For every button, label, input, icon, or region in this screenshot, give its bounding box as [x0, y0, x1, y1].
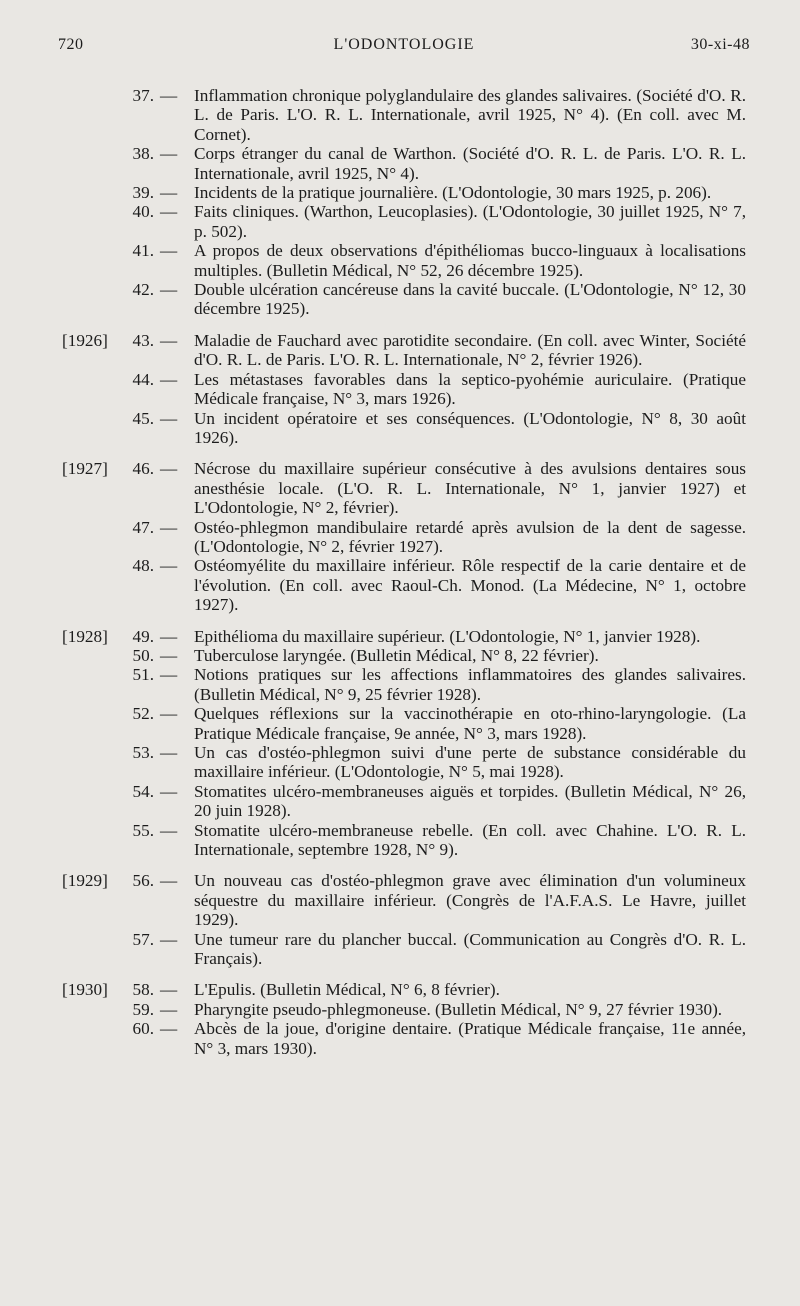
- entry-dash: —: [160, 743, 178, 762]
- entry-number: 37.: [132, 86, 154, 105]
- bibliography-entry: [0, 980, 800, 999]
- entry-text: Abcès de la joue, d'origine dentaire. (Pratique Médicale française, 11e année, N° 3, mars 1930).: [194, 1019, 746, 1058]
- entry-dash: —: [160, 144, 178, 164]
- entry-number: 53.: [132, 743, 154, 762]
- entry-text: Maladie de Fauchard avec parotidite secondaire. (En coll. avec Winter, Société d'O. R. L. de Paris. L'O. R. L. Internationale, N° 2, février 1926).: [194, 330, 746, 370]
- entry-dash: —: [160, 517, 178, 537]
- entry-dash: —: [160, 280, 178, 300]
- entry-number: 55.: [132, 820, 154, 840]
- entry-dash: —: [160, 645, 178, 665]
- entry-number: 56.: [132, 871, 154, 891]
- entry-number: 58.: [132, 980, 154, 1000]
- bibliography-entry: [0, 782, 800, 821]
- entry-text: Stomatite ulcéro-membraneuse rebelle. (En coll. avec Chahine. L'O. R. L. Internationale, septembre 1928, N° 9).: [194, 820, 746, 860]
- entry-dash: —: [160, 871, 178, 891]
- entry-text: Pharyngite pseudo-phlegmoneuse. (Bulletin Médical, N° 9, 27 février 1930).: [194, 999, 723, 1019]
- entry-number: 59.: [132, 999, 154, 1019]
- bibliography-entry: [0, 646, 800, 665]
- bibliography-entry: [0, 665, 800, 704]
- bibliography-entry: [0, 1000, 800, 1019]
- bibliography-entry: [0, 280, 800, 319]
- bibliography-entry: [0, 459, 800, 517]
- bibliography-entry: [0, 183, 800, 202]
- bibliography-entry: [0, 821, 800, 860]
- entry-text: A propos de deux observations d'épithéliomas bucco-linguaux à localisations multiples. (Bulletin Médical, N° 52, 26 décembre 1925).: [194, 241, 746, 280]
- entry-number: 42.: [132, 280, 154, 300]
- entry-number: 38.: [132, 144, 154, 164]
- bibliography-entry: [0, 518, 800, 557]
- entry-dash: —: [160, 704, 178, 724]
- bibliography-entry: [0, 144, 800, 183]
- entry-text: Un cas d'ostéo-phlegmon suivi d'une perte de substance considérable du maxillaire inférieur. (L'Odontologie, N° 5, mai 1928).: [194, 743, 746, 782]
- entry-dash: —: [160, 999, 178, 1019]
- running-header: [58, 36, 750, 60]
- entry-dash: —: [160, 929, 178, 949]
- entry-dash: —: [160, 459, 178, 479]
- entry-year: [1929]: [62, 871, 108, 891]
- bibliography-entry: [0, 743, 800, 782]
- entry-text: Tuberculose laryngée. (Bulletin Médical, N° 8, 22 février).: [194, 645, 599, 665]
- entry-text: Un nouveau cas d'ostéo-phlegmon grave avec élimination d'un volumineux séquestre du maxillaire inférieur. (Congrès de l'A.F.A.S. Le Havre, juillet 1929).: [194, 871, 746, 930]
- bibliography-entry: [0, 556, 800, 614]
- page-number: 720: [58, 36, 84, 53]
- entry-number: 45.: [132, 408, 154, 428]
- bibliography-entry: [0, 1019, 800, 1058]
- entry-dash: —: [160, 202, 178, 222]
- entry-dash: —: [160, 330, 178, 350]
- bibliography-entry: [0, 331, 800, 370]
- bibliography-entry: [0, 627, 800, 646]
- issue-date: 30-xi-48: [690, 36, 750, 53]
- entry-text: Quelques réflexions sur la vaccinothérapie en oto-rhino-laryngologie. (La Pratique Médicale française, 9e année, N° 3, mars 1928).: [194, 704, 746, 743]
- entry-text: Nécrose du maxillaire supérieur consécutive à des avulsions dentaires sous anesthésie locale. (L'O. R. L. Internationale, N° 1, janvier 1927) et L'Odontologie, N° 2, février).: [194, 459, 746, 518]
- entry-dash: —: [160, 781, 178, 801]
- entry-dash: —: [160, 1019, 178, 1039]
- entry-text: Une tumeur rare du plancher buccal. (Communication au Congrès d'O. R. L. Français).: [194, 929, 746, 969]
- entry-dash: —: [160, 183, 178, 203]
- entry-number: 39.: [132, 183, 154, 203]
- entry-text: Faits cliniques. (Warthon, Leucoplasies). (L'Odontologie, 30 juillet 1925, N° 7, p. 502).: [194, 202, 746, 241]
- entry-text: Ostéo-phlegmon mandibulaire retardé après avulsion de la dent de sagesse. (L'Odontologie, N° 2, février 1927).: [194, 517, 746, 556]
- bibliography-entry: [0, 202, 800, 241]
- entry-dash: —: [160, 408, 178, 428]
- journal-title: L'ODONTOLOGIE: [333, 36, 475, 53]
- entry-number: 52.: [132, 704, 154, 724]
- entry-number: 57.: [132, 929, 154, 949]
- bibliography-entry: [0, 409, 800, 448]
- entry-dash: —: [160, 369, 178, 389]
- entry-year: [1927]: [62, 459, 108, 479]
- entry-text: Les métastases favorables dans la septico-pyohémie auriculaire. (Pratique Médicale française, N° 3, mars 1926).: [194, 369, 746, 409]
- bibliography-entry: [0, 871, 800, 929]
- bibliography-entry: [0, 930, 800, 969]
- bibliography-entry: [0, 241, 800, 280]
- bibliography-entry: [0, 370, 800, 409]
- entry-dash: —: [160, 86, 178, 105]
- entry-text: Notions pratiques sur les affections inflammatoires des glandes salivaires. (Bulletin Médical, N° 9, 25 février 1928).: [194, 665, 746, 704]
- entry-text: Epithélioma du maxillaire supérieur. (L'Odontologie, N° 1, janvier 1928).: [194, 626, 701, 646]
- entry-year: [1926]: [62, 330, 108, 350]
- entry-dash: —: [160, 820, 178, 840]
- entry-number: 48.: [132, 556, 154, 576]
- entry-year: [1930]: [62, 980, 108, 1000]
- entry-text: Ostéomyélite du maxillaire inférieur. Rôle respectif de la carie dentaire et de l'évolution. (En coll. avec Raoul-Ch. Monod. (La Médecine, N° 1, octobre 1927).: [194, 556, 746, 615]
- entry-text: Un incident opératoire et ses conséquences. (L'Odontologie, N° 8, 30 août 1926).: [194, 408, 746, 447]
- bibliography-entry: [0, 86, 800, 144]
- entry-number: 46.: [132, 459, 154, 479]
- entry-number: 43.: [132, 330, 154, 350]
- entry-dash: —: [160, 980, 178, 1000]
- entry-dash: —: [160, 626, 178, 646]
- entry-text: Incidents de la pratique journalière. (L'Odontologie, 30 mars 1925, p. 206).: [194, 183, 712, 203]
- entry-number: 60.: [132, 1019, 154, 1039]
- entry-number: 41.: [132, 241, 154, 261]
- entry-dash: —: [160, 556, 178, 576]
- entry-number: 47.: [132, 517, 154, 537]
- entry-text: Corps étranger du canal de Warthon. (Société d'O. R. L. de Paris. L'O. R. L. Internationale, avril 1925, N° 4).: [194, 144, 746, 183]
- entry-number: 44.: [132, 369, 154, 389]
- entry-year: [1928]: [62, 626, 108, 646]
- entry-text: L'Epulis. (Bulletin Médical, N° 6, 8 février).: [194, 980, 500, 1000]
- entry-dash: —: [160, 665, 178, 685]
- entry-dash: —: [160, 241, 178, 261]
- entry-text: Stomatites ulcéro-membraneuses aiguës et torpides. (Bulletin Médical, N° 26, 20 juin 1928).: [194, 781, 746, 821]
- bibliography-entry: [0, 704, 800, 743]
- bibliography-list: [0, 86, 800, 1058]
- entry-number: 51.: [132, 665, 154, 685]
- entry-number: 49.: [132, 626, 154, 646]
- entry-text: Double ulcération cancéreuse dans la cavité buccale. (L'Odontologie, N° 12, 30 décembre 1925).: [194, 280, 746, 319]
- entry-number: 40.: [132, 202, 154, 222]
- entry-number: 50.: [132, 645, 154, 665]
- entry-number: 54.: [132, 781, 154, 801]
- entry-text: Inflammation chronique polyglandulaire des glandes salivaires. (Société d'O. R. L. de Paris. L'O. R. L. Internationale, avril 1925, N° 4). (En coll. avec M. Cornet).: [194, 86, 746, 144]
